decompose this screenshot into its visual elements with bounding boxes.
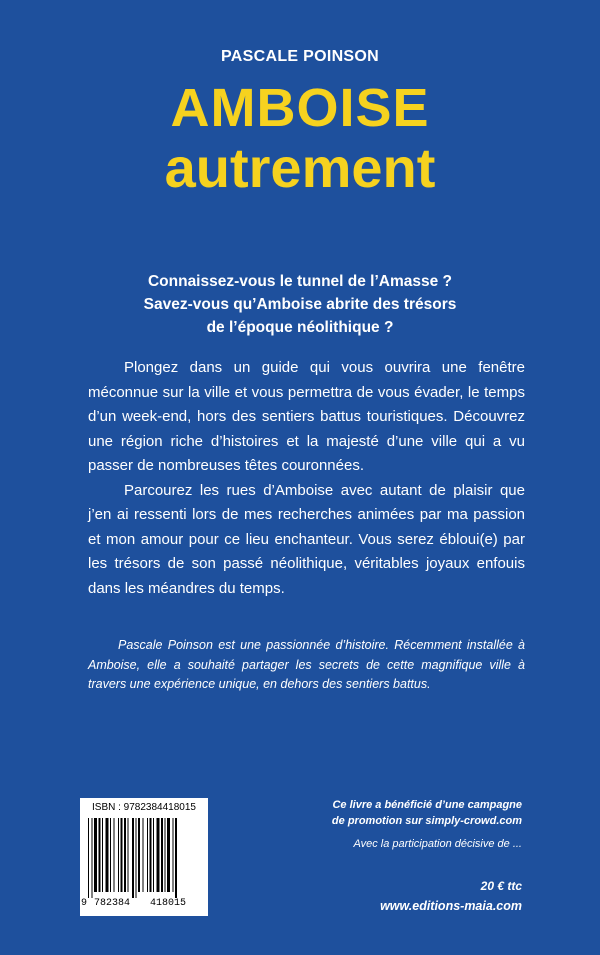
author-bio: Pascale Poinson est une passionnée d’histoire. Récemment installée à Amboise, elle a souhaité partager les secrets de cette magnifique ville à travers une expérience unique, en dehors des sentiers battus. — [88, 638, 525, 691]
barcode-bar — [147, 818, 148, 892]
barcode-bar — [99, 818, 101, 892]
barcode-bar — [102, 818, 103, 892]
barcode-bar — [161, 818, 163, 892]
barcode-bar — [124, 818, 126, 892]
barcode-bar — [114, 818, 115, 892]
price: 20 € ttc — [480, 879, 522, 893]
barcode-bar — [94, 818, 97, 892]
promo-line: de promotion sur simply-crowd.com — [331, 815, 522, 827]
isbn-digit-first: 9 — [81, 898, 88, 909]
barcode-bar — [106, 818, 109, 892]
barcode-bar — [157, 818, 160, 892]
promo-line: Ce livre a bénéficié d’une campagne — [332, 799, 522, 811]
barcode-bar — [136, 818, 137, 898]
barcode-bar — [153, 818, 154, 892]
blurb-paragraph: Parcourez les rues d’Amboise avec autant de plaisir que j’en ai ressenti lors de mes recherches animées par ma passion et mon amour pour ce lieu enchanteur. Vous serez ébloui(e) par les trésors de son passé néolithique, véritables joyaux enfouis dans les méandres du temps. — [88, 481, 525, 597]
title-line-1: AMBOISE — [170, 78, 430, 138]
barcode-bar — [110, 818, 111, 892]
barcode-bar — [173, 818, 174, 892]
barcode-bar — [128, 818, 129, 892]
isbn-barcode — [80, 798, 208, 916]
question-line: Savez-vous qu’Amboise abrite des trésors — [143, 296, 457, 313]
barcode-bar — [88, 818, 89, 898]
barcode-bar — [118, 818, 119, 892]
barcode-icon — [88, 818, 200, 898]
barcode-bar — [167, 818, 170, 892]
barcode-bar — [138, 818, 140, 892]
teaser-questions — [0, 270, 600, 339]
blurb-paragraph: Plongez dans un guide qui vous ouvrira une fenêtre méconnue sur la ville et vous permettra de vous évader, le temps d’un week-end, hors des sentiers battus touristiques. Découvrez une région riche d’histoires et la majesté d’une ville qui a vu passer de nombreuses têtes couronnées. — [88, 359, 525, 474]
barcode-bar — [92, 818, 93, 898]
barcode-bar — [150, 818, 152, 892]
isbn-digit-group-2: 418015 — [150, 898, 187, 909]
participation-text: Avec la participation décisive de ... — [353, 838, 522, 850]
barcode-bar — [165, 818, 166, 892]
barcode-bar — [132, 818, 134, 898]
publisher-website: www.editions-maia.com — [380, 899, 522, 913]
author-name: PASCALE POINSON — [221, 48, 379, 65]
isbn-label: ISBN : 9782384418015 — [92, 802, 196, 813]
question-line: de l’époque néolithique ? — [206, 319, 394, 336]
question-line: Connaissez-vous le tunnel de l’Amasse ? — [147, 273, 453, 290]
blurb-text — [88, 356, 525, 601]
title-line-2: autrement — [164, 136, 436, 199]
barcode-bar — [121, 818, 123, 892]
isbn-digit-group-1: 782384 — [94, 898, 131, 909]
barcode-bar — [175, 818, 177, 898]
barcode-bar — [143, 818, 144, 892]
promo-text — [262, 797, 522, 829]
